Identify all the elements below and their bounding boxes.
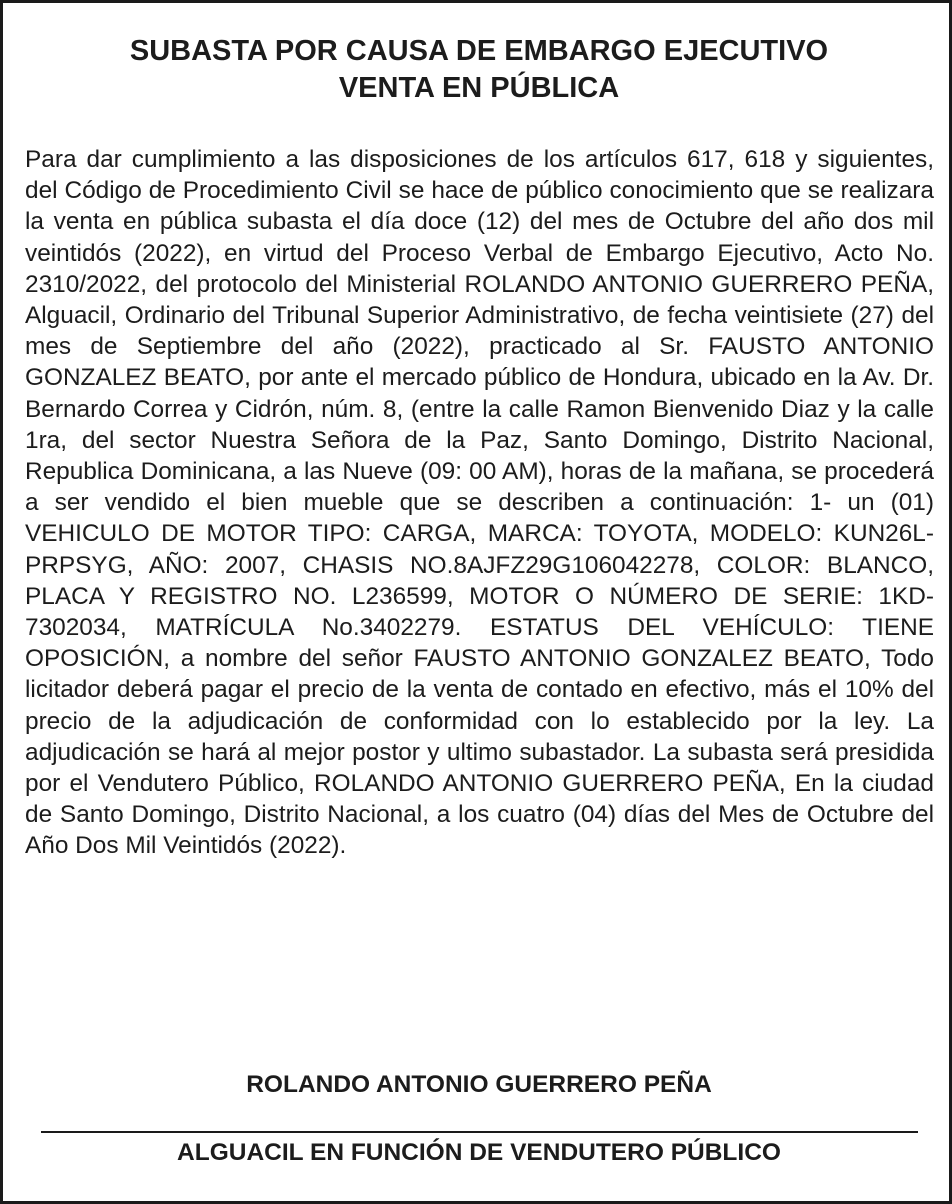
notice-title	[23, 33, 935, 107]
notice-body: Para dar cumplimiento a las disposiciones de los artículos 617, 618 y siguientes, del Código de Procedimiento Civil se hace de público conocimiento que se realizara la venta en pública subasta el día doce (12) del mes de Octubre del año dos mil veintidós (2022), en virtud del Proceso Verbal de Embargo Ejecutivo, Acto No. 2310/2022, del protocolo del Ministerial ROLANDO ANTONIO GUERRERO PEÑA, Alguacil, Ordinario del Tribunal Superior Administrativo, de fecha veintisiete (27) del mes de Septiembre del año (2022), practicado al Sr. FAUSTO ANTONIO GONZALEZ BEATO, por ante el mercado público de Hondura, ubicado en la Av. Dr. Bernardo Correa y Cidrón, núm. 8, (entre la calle Ramon Bienvenido Diaz y la calle 1ra, del sector Nuestra Señora de la Paz, Santo Domingo, Distrito Nacional, Republica Dominicana, a las Nueve (09: 00 AM), horas de la mañana, se procederá a ser vendido el bien mueble que se describen a continuación: 1- un (01) VEHICULO DE MOTOR TIPO: CARGA, MARCA: TOYOTA, MODELO: KUN26L-PRPSYG, AÑO: 2007, CHASIS NO.8AJFZ29G106042278, COLOR: BLANCO, PLACA Y REGISTRO NO. L236599, MOTOR O NÚMERO DE SERIE: 1KD-7302034, MATRÍCULA No.3402279. ESTATUS DEL VEHÍCULO: TIENE OPOSICIÓN, a nombre del señor FAUSTO ANTONIO GONZALEZ BEATO, Todo licitador deberá pagar el precio de la venta de contado en efectivo, más el 10% del precio de la adjudicación de conformidad con lo establecido por la ley. La adjudicación se hará al mejor postor y ultimo subastador. La subasta será presidida por el Vendutero Público, ROLANDO ANTONIO GUERRERO PEÑA, En la ciudad de Santo Domingo, Distrito Nacional, a los cuatro (04) días del Mes de Octubre del Año Dos Mil Veintidós (2022).	[25, 146, 934, 860]
signer-name: ROLANDO ANTONIO GUERRERO PEÑA	[246, 1071, 712, 1098]
signer-role: ALGUACIL EN FUNCIÓN DE VENDUTERO PÚBLICO	[177, 1139, 781, 1166]
title-line-1: SUBASTA POR CAUSA DE EMBARGO EJECUTIVO	[129, 35, 829, 67]
title-line-2: VENTA EN PÚBLICA	[338, 72, 620, 104]
signature-line	[41, 1131, 918, 1133]
